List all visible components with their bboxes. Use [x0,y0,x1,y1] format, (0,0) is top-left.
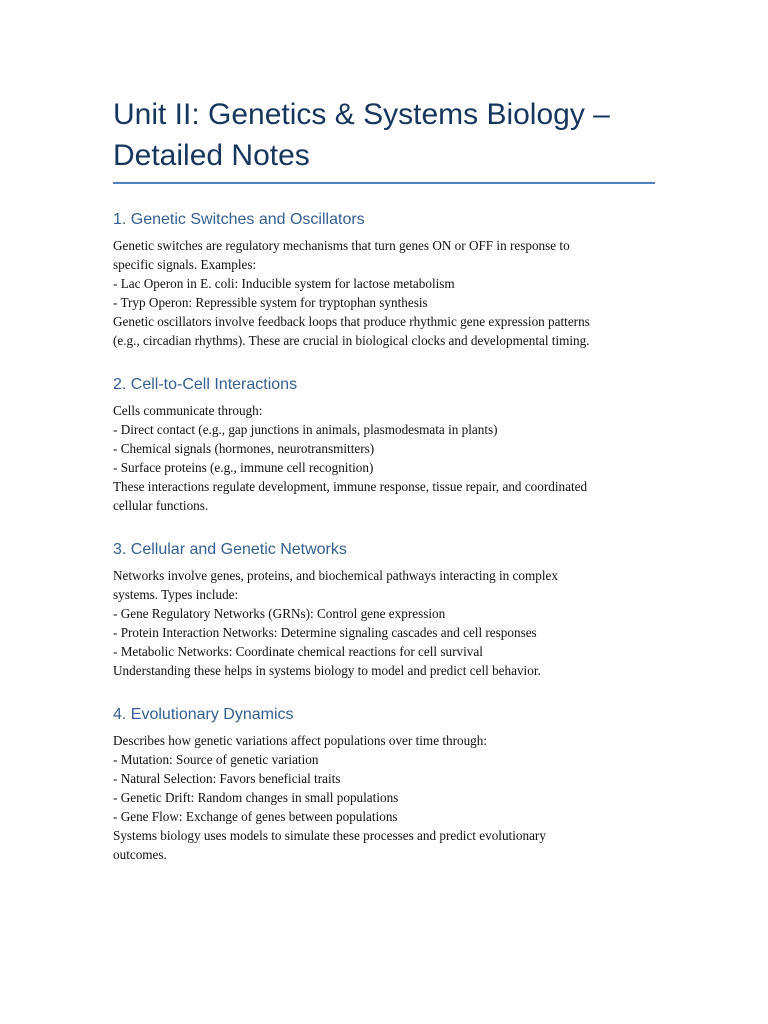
section-body [113,566,655,680]
section-heading: 1. Genetic Switches and Oscillators [113,211,365,228]
body-line: - Tryp Operon: Repressible system for tryptophan synthesis [113,295,428,310]
section-evolutionary-dynamics [113,704,655,864]
body-line: - Chemical signals (hormones, neurotransmitters) [113,441,375,456]
body-line: Genetic switches are regulatory mechanisms that turn genes ON or OFF in response to [113,238,570,253]
body-line: Cells communicate through: [113,403,263,418]
body-line: (e.g., circadian rhythms). These are crucial in biological clocks and developmental timing. [113,333,590,348]
body-line: - Surface proteins (e.g., immune cell recognition) [113,460,374,475]
section-heading: 4. Evolutionary Dynamics [113,706,294,723]
body-line: Describes how genetic variations affect populations over time through: [113,733,488,748]
section-networks [113,539,655,680]
title-line-1: Unit II: Genetics & Systems Biology – [113,98,610,131]
section-heading: 3. Cellular and Genetic Networks [113,541,347,558]
body-line: - Gene Flow: Exchange of genes between populations [113,809,398,824]
body-line: - Direct contact (e.g., gap junctions in animals, plasmodesmata in plants) [113,422,498,437]
title-line-2: Detailed Notes [113,139,310,172]
body-line: - Lac Operon in E. coli: Inducible system for lactose metabolism [113,276,455,291]
body-line: Genetic oscillators involve feedback loops that produce rhythmic gene expression patterns [113,314,590,329]
section-body [113,731,655,864]
section-body [113,401,655,515]
body-line: - Metabolic Networks: Coordinate chemical reactions for cell survival [113,644,483,659]
body-line: cellular functions. [113,498,209,513]
title-divider [113,182,655,184]
body-line: - Genetic Drift: Random changes in small populations [113,790,399,805]
body-line: outcomes. [113,847,167,862]
body-line: These interactions regulate development, immune response, tissue repair, and coordinated [113,479,588,494]
body-line: - Protein Interaction Networks: Determine signaling cascades and cell responses [113,625,537,640]
body-line: Understanding these helps in systems biology to model and predict cell behavior. [113,663,541,678]
page-title [113,94,655,182]
body-line: - Mutation: Source of genetic variation [113,752,319,767]
section-body [113,236,655,350]
section-cell-interactions [113,374,655,515]
body-line: Systems biology uses models to simulate these processes and predict evolutionary [113,828,546,843]
body-line: - Natural Selection: Favors beneficial traits [113,771,341,786]
body-line: - Gene Regulatory Networks (GRNs): Control gene expression [113,606,446,621]
document-page [113,94,655,888]
body-line: systems. Types include: [113,587,239,602]
section-heading: 2. Cell-to-Cell Interactions [113,376,298,393]
body-line: Networks involve genes, proteins, and biochemical pathways interacting in complex [113,568,558,583]
section-genetic-switches [113,209,655,350]
body-line: specific signals. Examples: [113,257,257,272]
